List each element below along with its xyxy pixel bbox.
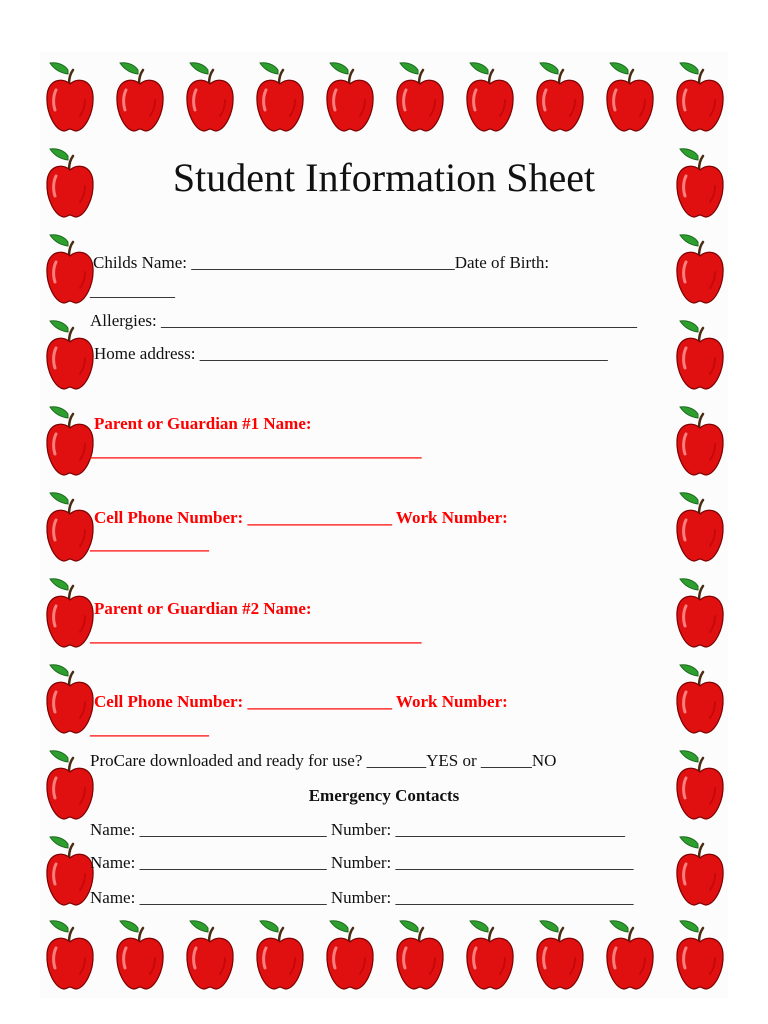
apple-icon [464, 60, 516, 134]
apple-icon [674, 490, 726, 564]
apple-icon [394, 60, 446, 134]
apple-icon [464, 918, 516, 992]
apple-icon [44, 490, 96, 564]
apple-icon [534, 918, 586, 992]
apple-icon [114, 918, 166, 992]
apple-icon [324, 918, 376, 992]
emergency-contact-row: Name: ______________________ Number: ___________________________ [90, 820, 625, 839]
apple-icon [674, 918, 726, 992]
apple-icon [534, 60, 586, 134]
emergency-contacts-heading: Emergency Contacts [308, 786, 460, 805]
apple-icon [44, 662, 96, 736]
apple-icon [674, 834, 726, 908]
apple-icon [44, 834, 96, 908]
apple-icon [324, 60, 376, 134]
emergency-contact-row: Name: ______________________ Number: ____________________________ [90, 853, 634, 872]
date-of-birth-blank: __________ [90, 281, 175, 300]
apple-icon [114, 60, 166, 134]
apple-icon [674, 232, 726, 306]
procare-question: ProCare downloaded and ready for use? _______YES or ______NO [90, 751, 557, 770]
apple-icon [44, 60, 96, 134]
apple-icon [604, 918, 656, 992]
apple-icon [44, 918, 96, 992]
apple-icon [674, 60, 726, 134]
page-title: Student Information Sheet [172, 155, 596, 200]
apple-icon [674, 404, 726, 478]
guardian2-work-blank: ______________ [90, 719, 209, 738]
childs-name-field: Childs Name: _______________________________Date of Birth: [93, 253, 550, 272]
guardian2-name-label: Parent or Guardian #2 Name: [94, 599, 312, 618]
guardian1-cell-label: Cell Phone Number: _________________ Work Number: [94, 508, 508, 527]
guardian1-work-blank: ______________ [90, 534, 209, 553]
guardian2-name-blank: _______________________________________ [90, 626, 422, 645]
apple-icon [44, 232, 96, 306]
apple-icon [254, 60, 306, 134]
apple-icon [604, 60, 656, 134]
guardian1-name-blank: _______________________________________ [90, 441, 422, 460]
apple-icon [44, 404, 96, 478]
guardian1-name-label: Parent or Guardian #1 Name: [94, 414, 312, 433]
allergies-field: Allergies: ________________________________________________________ [90, 311, 637, 330]
emergency-contact-row: Name: ______________________ Number: ____________________________ [90, 888, 634, 907]
apple-icon [674, 662, 726, 736]
guardian2-cell-label: Cell Phone Number: _________________ Work Number: [94, 692, 508, 711]
apple-icon [394, 918, 446, 992]
apple-icon [44, 576, 96, 650]
apple-icon [184, 918, 236, 992]
apple-icon [44, 318, 96, 392]
home-address-field: Home address: ________________________________________________ [94, 344, 608, 363]
apple-icon [254, 918, 306, 992]
apple-icon [674, 318, 726, 392]
apple-icon [674, 576, 726, 650]
apple-icon [184, 60, 236, 134]
